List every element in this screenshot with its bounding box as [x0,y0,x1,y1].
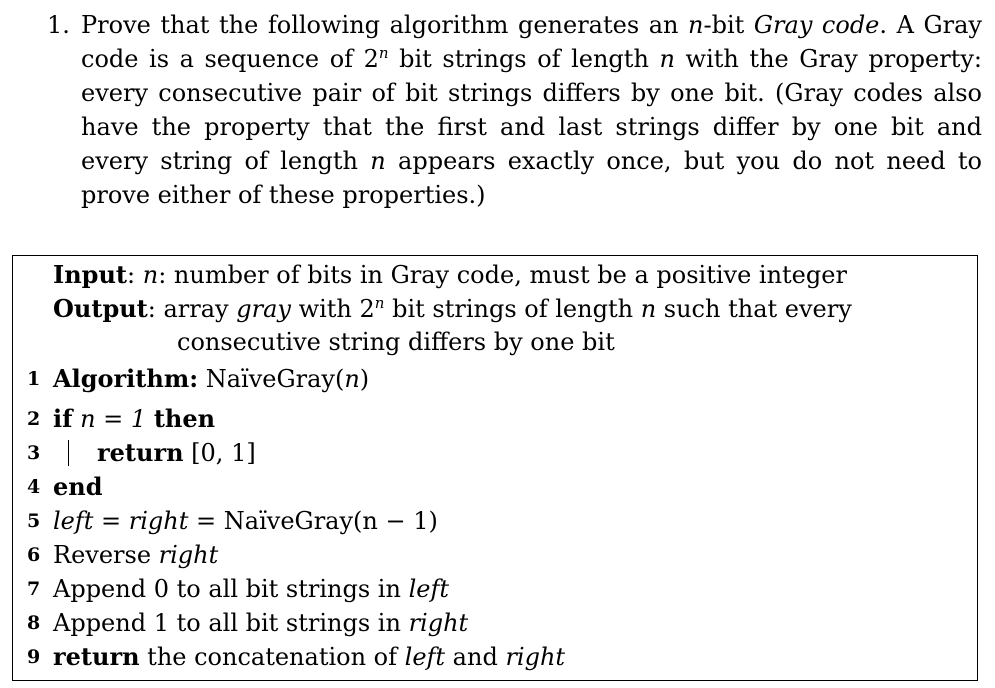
gray-code-term: Gray code [753,11,880,39]
problem-text: Prove that the following algorithm generates an n-bit Gray code. A Gray code is a sequence of 2$^n$ bit strings of length n with the Gray property: every consecutive pair of bit strings differs by one bit. (Gray codes also have the property that the first and last strings differ by one bit and every string of length n appears exactly once, but you do not need to prove either of these properties.) [81,11,982,209]
line-number: 1 [27,368,41,390]
line-number: 9 [27,646,41,668]
line-number: 4 [27,476,41,498]
line-number: 5 [27,510,41,532]
algorithm-output: Output: array gray with 2$^n$ bit strings of length n such that every [53,294,852,323]
algorithm-output-continued: consecutive string differs by one bit [177,328,615,356]
algorithm-input: Input: n: number of bits in Gray code, must be a positive integer [53,260,847,289]
indent-bar [68,440,69,466]
problem-statement [47,8,982,212]
line-number: 7 [27,578,41,600]
problem-number: 1. [47,11,70,39]
line-number: 6 [27,544,41,566]
line-number: 3 [27,442,41,464]
algorithm-box: Input: n: number of bits in Gray code, must be a positive integer Output: array gray with 2$^n$ bit strings of length n such that every consecutive string differs by one bit 1 Algorithm: NaïveGray(n) 2 if n = 1 then 3 return [0, 1] 4 end 5 left = right = NaïveGray(n − 1) 6 Reverse right 7 Append 0 to all bit strings in left 8 Append 1 to all bit strings in right 9 return the concatenation of left and right [12,255,978,681]
line-number: 2 [27,408,41,430]
line-number: 8 [27,612,41,634]
